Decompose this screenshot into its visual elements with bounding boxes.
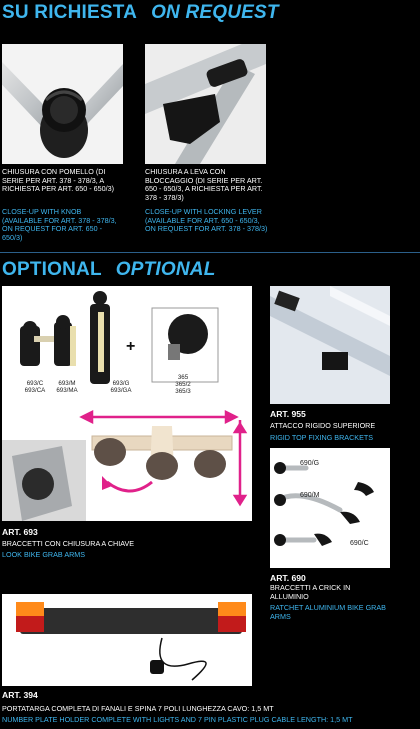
art-693-photo [2,286,252,521]
section-title-optional [2,259,216,281]
art-690-desc-it: BRACCETTI A CRICK IN ALLUMINIO [270,583,351,601]
label-693-m: 693/M 693/MA [56,380,78,394]
art-394-desc-it: PORTATARGA COMPLETA DI FANALI E SPINA 7 POLI LUNGHEZZA CAVO: 1,5 MT [2,704,274,713]
section-title-en: ON REQUEST [151,2,279,23]
art-690-number: ART. 690 [270,573,306,583]
label-693-c: 693/C 693/CA [24,380,46,394]
art-394-desc-en: NUMBER PLATE HOLDER COMPLETE WITH LIGHTS AND 7 PIN PLASTIC PLUG CABLE LENGTH: 1,5 MT [2,715,353,724]
section-title-it: SU RICHIESTA [2,2,138,23]
art-693-desc-en: LOOK BIKE GRAB ARMS [2,550,86,559]
art-690-desc-en: RATCHET ALUMINIUM BIKE GRAB ARMS [270,603,386,621]
art-394-photo [2,594,252,686]
section-divider [0,252,420,253]
optional-title-it: OPTIONAL [2,259,102,280]
art-690-photo [270,448,390,568]
grab-arm-long [90,291,110,384]
label-693-g: 693/G 693/GA [110,380,132,394]
label-690-m: 690/M [300,492,320,499]
label-690-g: 690/G [300,460,320,467]
optional-title-en: OPTIONAL [115,259,216,280]
lever-closure-photo [145,44,266,164]
knob-caption-en: CLOSE-UP WITH KNOB (AVAILABLE FOR ART. 378 - 378/3, ON REQUEST FOR ART. 650 - 650/3) [2,207,117,242]
label-690-c: 690/C [350,540,369,547]
plus-sign: + [126,338,136,355]
section-title-on-request [2,2,279,24]
lever-caption-it: CHIUSURA A LEVA CON BLOCCAGGIO (DI SERIE PER ART. 650 - 650/3, A RICHIESTA PER ART. 378 - 378/3) [145,167,263,202]
art-955-photo [270,286,390,404]
art-955-desc-en: RIGID TOP FIXING BRACKETS [270,433,374,442]
knob-caption-it: CHIUSURA CON POMELLO (DI SERIE PER ART. 378 - 378/3, A RICHIESTA PER ART. 650 - 650/3) [2,167,114,194]
label-365: 365 365/2 365/3 [175,374,191,395]
knob-closure-photo [2,44,123,164]
art-693-desc-it: BRACCETTI CON CHIUSURA A CHIAVE [2,539,135,548]
art-693-number: ART. 693 [2,527,38,537]
art-955-number: ART. 955 [270,409,306,419]
art-955-desc-it: ATTACCO RIGIDO SUPERIORE [270,421,376,430]
lever-caption-en: CLOSE-UP WITH LOCKING LEVER (AVAILABLE FOR ART. 650 - 650/3, ON REQUEST FOR ART. 378 - 378/3) [145,207,268,234]
art-394-number: ART. 394 [2,690,38,700]
